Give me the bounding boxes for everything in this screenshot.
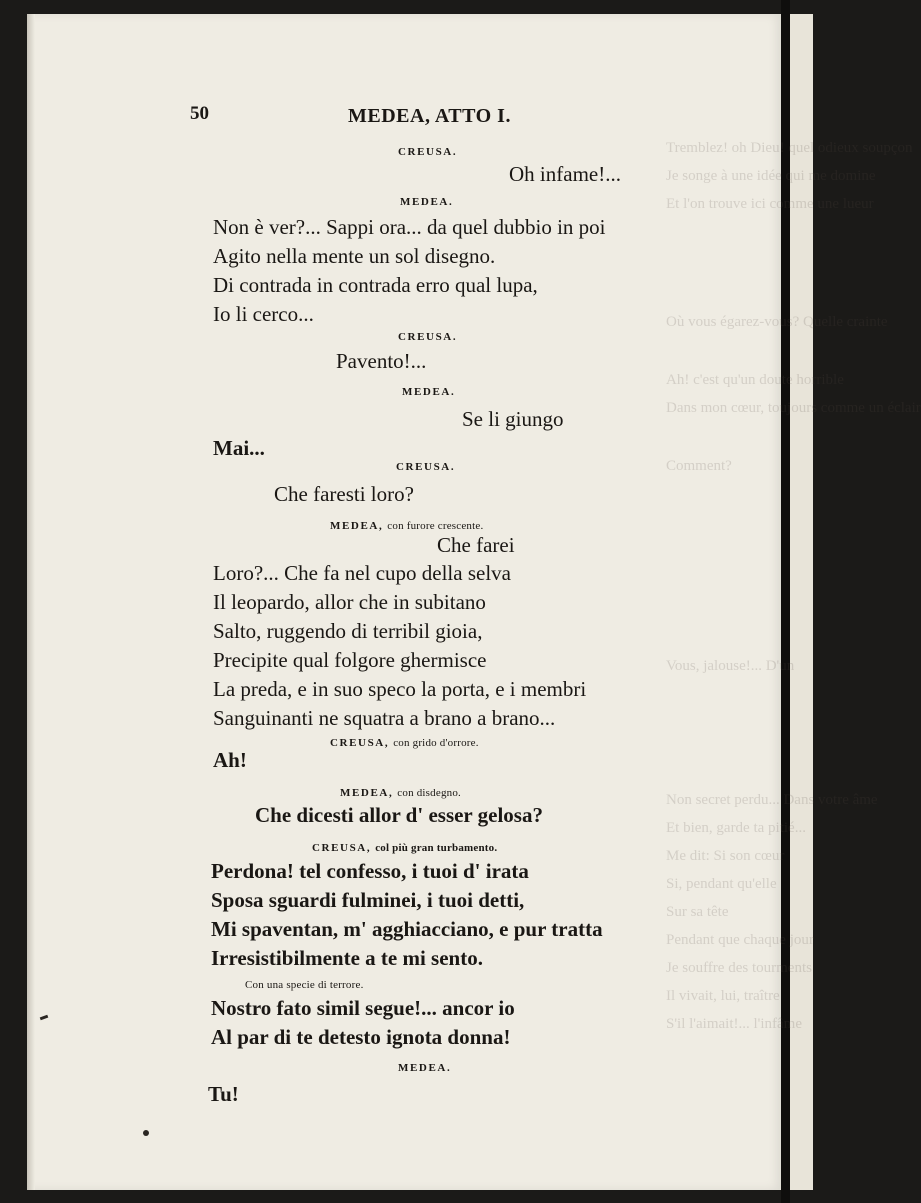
show-through-line: une lueur <box>817 196 874 212</box>
speaker-label: CREUSA, <box>312 842 372 854</box>
verse-line: Al par di te detesto ignota donna! <box>211 1025 511 1049</box>
verse-line: Ah! <box>213 748 247 772</box>
stage-direction-text: con disdegno. <box>397 787 461 799</box>
stage-direction: Con una specie di terrore. <box>245 979 364 991</box>
page-number: 50 <box>190 103 209 124</box>
stage-direction-text: col più gran turbamento. <box>375 842 498 854</box>
speaker-label: CREUSA. <box>398 331 458 343</box>
stage-direction-text: con furore crescente. <box>387 520 484 532</box>
stage-direction <box>330 733 479 751</box>
verse-line: Di contrada in contrada erro qual lupa, <box>213 273 538 297</box>
speaker-label: MEDEA, <box>330 520 384 532</box>
verse-line: Mai... <box>213 436 265 460</box>
stage-direction-text: con grido d'orrore. <box>393 737 479 749</box>
page-binding-shadow <box>27 14 35 1190</box>
show-through-line: Quelle crainte <box>803 314 888 330</box>
verse-line: Non è ver?... Sappi ora... da quel dubbio in poi <box>213 215 606 239</box>
ink-speck <box>143 1130 149 1136</box>
speaker-label: MEDEA. <box>398 1062 452 1074</box>
verse-line: Irresistibilmente a te mi sento. <box>211 946 483 970</box>
show-through-line: votre âme <box>818 792 878 808</box>
verse-line: La preda, e in suo speco la porta, e i membri <box>213 677 587 701</box>
verse-line: Che farei <box>437 533 515 557</box>
verse-line: Agito nella mente un sol disegno. <box>213 244 496 268</box>
speaker-label: CREUSA. <box>398 146 458 158</box>
stage-direction <box>340 783 461 801</box>
running-head: MEDEA, ATTO I. <box>348 105 511 127</box>
verse-line: Sanguinanti ne squatra a brano a brano... <box>213 706 556 730</box>
show-through-line: me domine <box>808 168 876 184</box>
show-through-line: comme un éclair <box>820 400 921 416</box>
verse-line: Tu! <box>208 1082 239 1106</box>
verse-line: Salto, ruggendo di terribil gioia, <box>213 619 483 643</box>
verse-line: Io li cerco... <box>213 302 314 326</box>
verse-line: Mi spaventan, m' agghiacciano, e pur tratta <box>211 917 603 941</box>
speaker-label: MEDEA. <box>402 386 456 398</box>
verse-line: Il leopardo, allor che in subitano <box>213 590 486 614</box>
book-gutter <box>781 0 790 1203</box>
verse-line: Che dicesti allor d' esser gelosa? <box>255 803 543 827</box>
show-through-line: horrible <box>796 372 844 388</box>
verse-line: Che faresti loro? <box>274 482 414 506</box>
verse-line: Pavento!... <box>336 349 427 373</box>
verse-line: Se li giungo <box>462 407 564 431</box>
verse-line: Sposa sguardi fulminei, i tuoi detti, <box>211 888 525 912</box>
verse-line: Oh infame!... <box>509 162 621 186</box>
speaker-label: MEDEA, <box>340 787 394 799</box>
verse-line: Perdona! tel confesso, i tuoi d' irata <box>211 859 529 883</box>
facing-page-edge <box>790 14 813 1190</box>
speaker-label: CREUSA. <box>396 461 456 473</box>
verse-line: Precipite qual folgore ghermisce <box>213 648 487 672</box>
speaker-label: MEDEA. <box>400 196 454 208</box>
verse-line: Nostro fato simil segue!... ancor io <box>211 996 515 1020</box>
stage-direction <box>312 838 497 856</box>
speaker-label: CREUSA, <box>330 737 390 749</box>
verse-line: Loro?... Che fa nel cupo della selva <box>213 561 511 585</box>
stage-direction <box>330 516 483 534</box>
show-through-line: odieux soupçon <box>817 140 913 156</box>
